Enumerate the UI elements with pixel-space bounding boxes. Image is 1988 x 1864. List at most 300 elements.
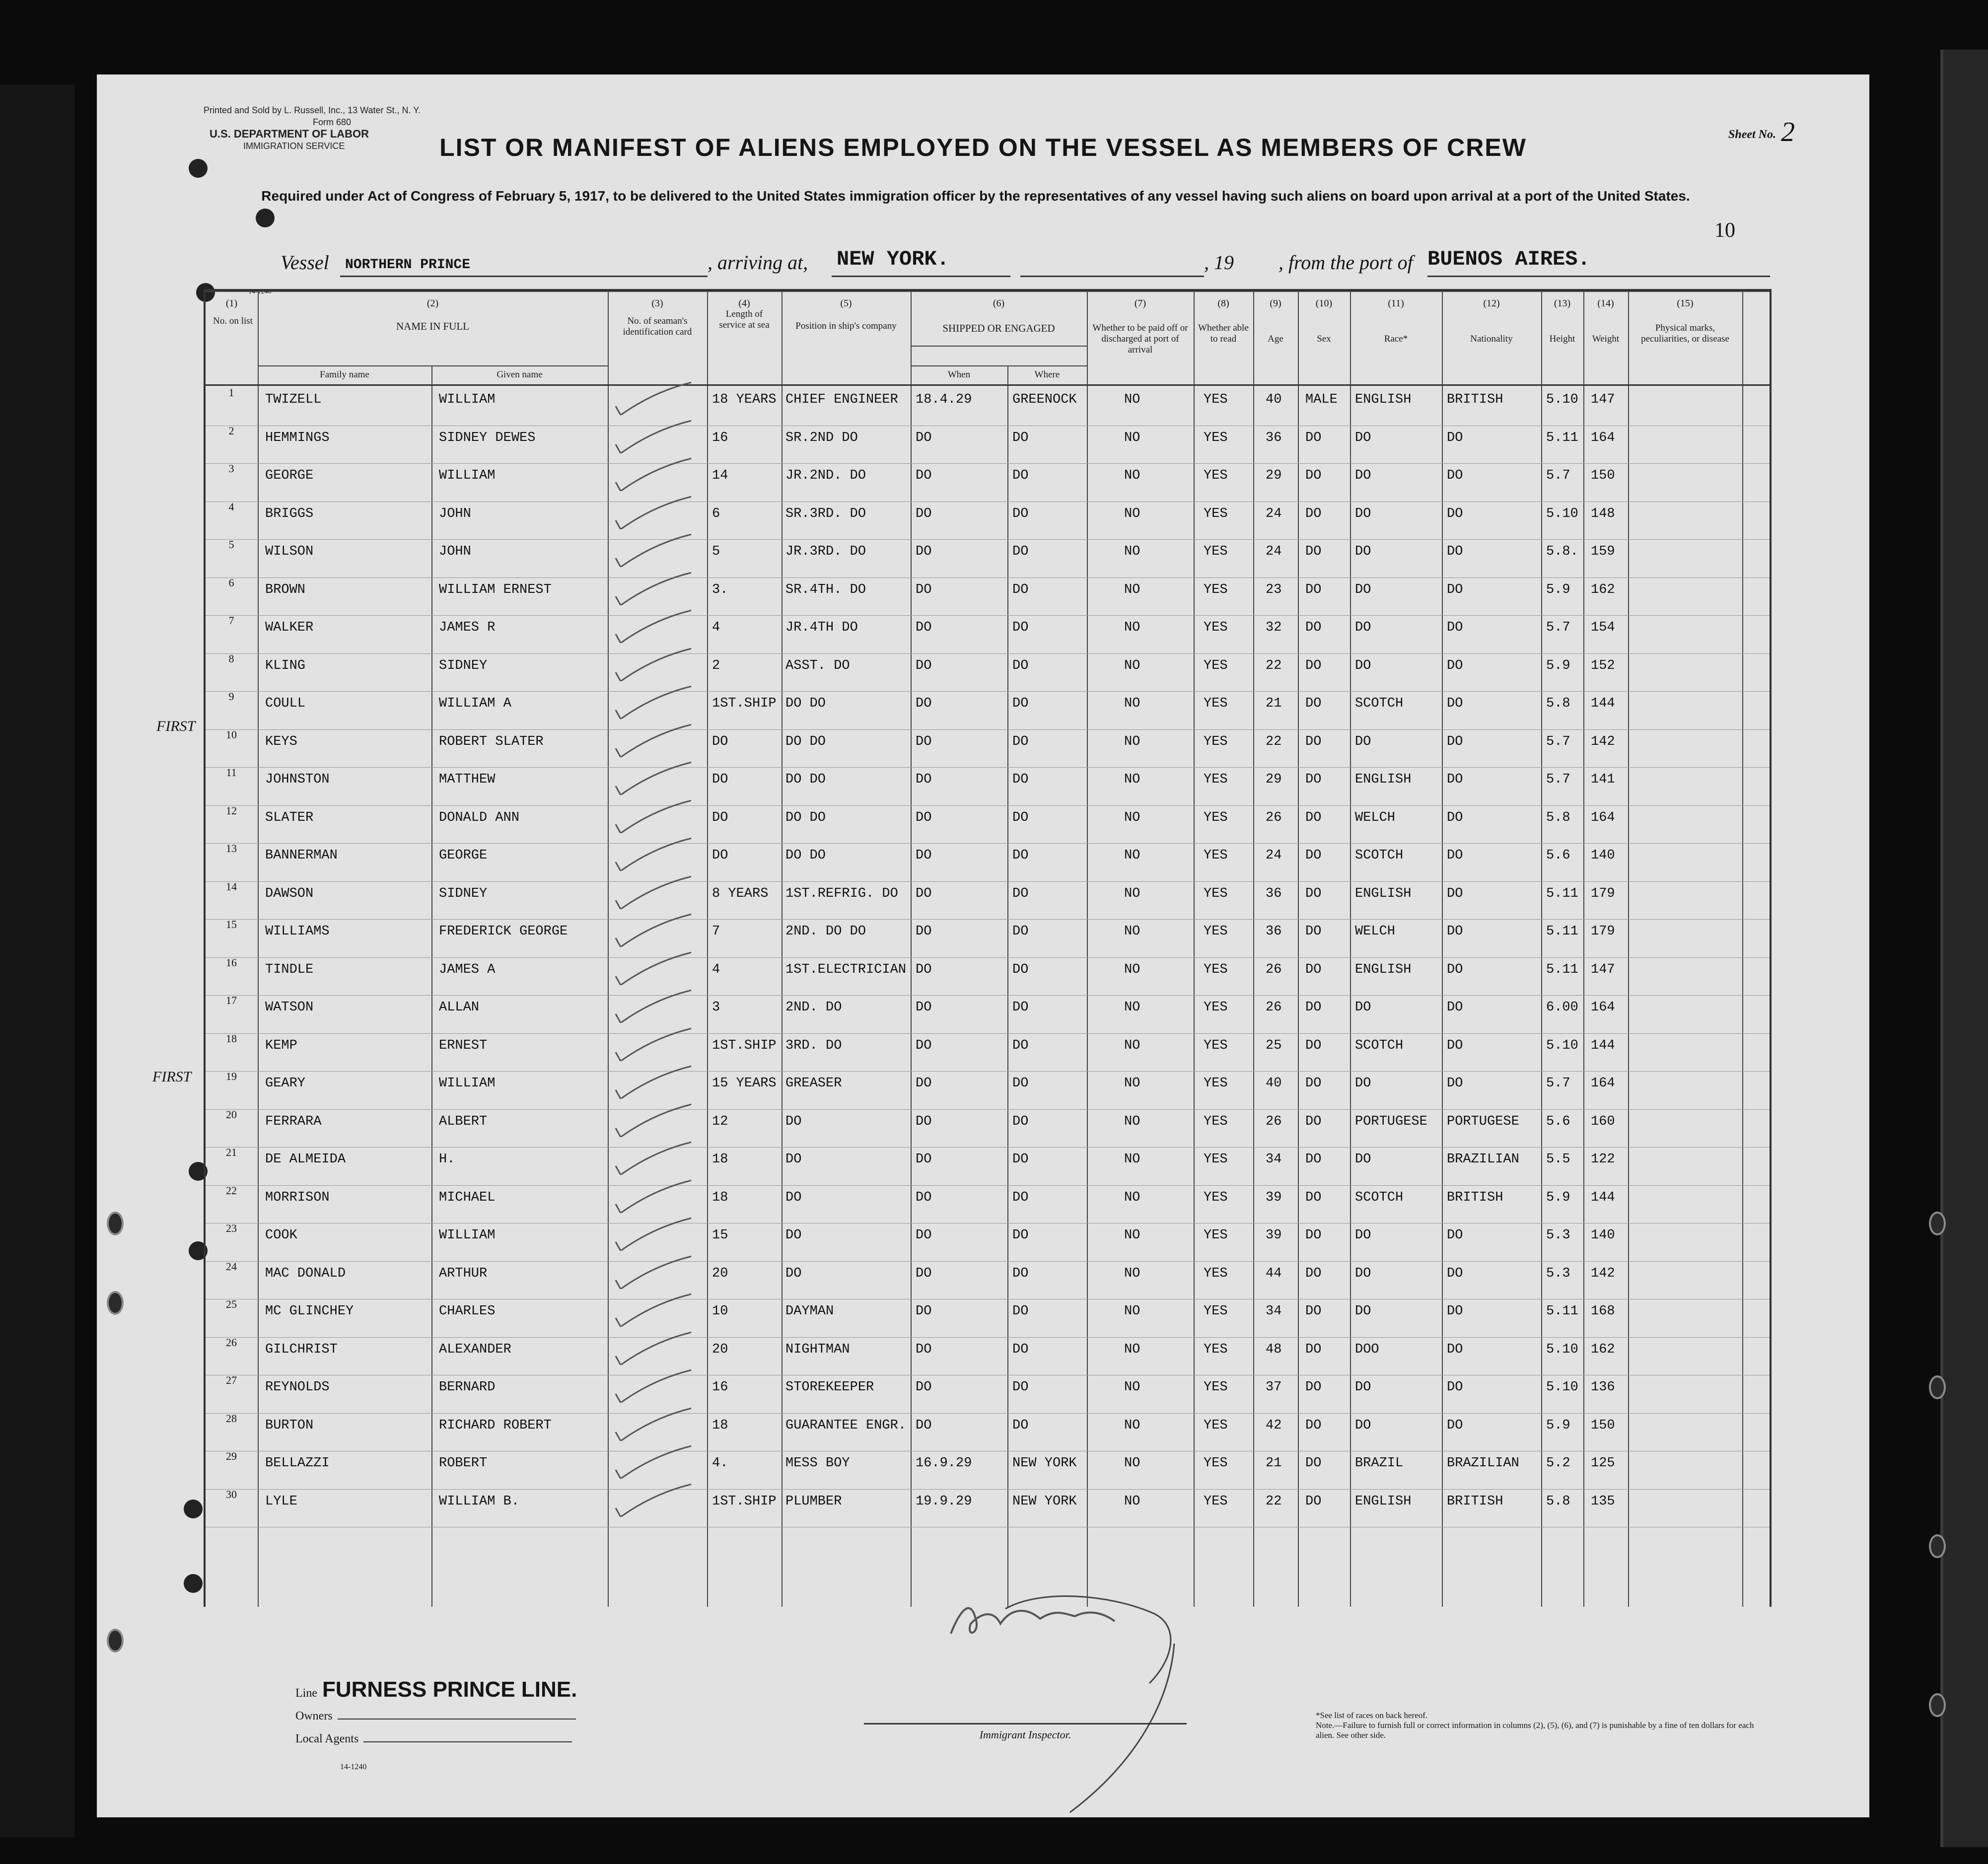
punch-hole [184, 1500, 203, 1518]
nationality: DO [1447, 1000, 1463, 1015]
race: DO [1355, 506, 1371, 521]
family-name: WALKER [265, 620, 314, 635]
age: 44 [1266, 1266, 1282, 1281]
able-to-read: YES [1204, 1000, 1228, 1015]
check-mark [612, 1444, 691, 1479]
shipped-where: DO [1012, 1380, 1029, 1395]
family-name: GILCHRIST [265, 1342, 338, 1357]
length-of-service: 6 [712, 506, 720, 521]
line-value: FURNESS PRINCE LINE. [322, 1677, 577, 1702]
paid-off: NO [1124, 1114, 1140, 1129]
col7-number: (7) [1134, 298, 1146, 309]
shipped-when: DO [916, 544, 932, 559]
family-name: JOHNSTON [265, 772, 330, 787]
shipped-where: DO [1012, 658, 1029, 673]
form-code-bottom: 14-1240 [340, 1763, 367, 1771]
sex: DO [1305, 1152, 1322, 1167]
margin-note-first: FIRST [152, 1069, 192, 1085]
shipped-where: DO [1012, 886, 1029, 901]
row-rule [206, 1185, 1770, 1186]
col3-number: (3) [651, 298, 663, 309]
row-rule [206, 615, 1770, 616]
shipped-when: DO [916, 506, 932, 521]
height: 5.10 [1546, 506, 1578, 521]
sex: DO [1305, 962, 1322, 977]
check-mark [612, 874, 691, 909]
length-of-service: 1ST.SHIP [712, 1038, 777, 1053]
year-label: , 19 [1204, 251, 1234, 274]
paid-off: NO [1124, 1076, 1140, 1091]
position: GUARANTEE ENGR. [785, 1418, 907, 1433]
position: NIGHTMAN [785, 1342, 850, 1357]
corner-number: 10 [1714, 219, 1735, 242]
row-rule [206, 843, 1770, 844]
col7-header: Whether to be paid off or discharged at port of arrival [1092, 323, 1188, 355]
race: DO [1355, 1304, 1371, 1319]
sex: DO [1305, 1342, 1322, 1357]
race: WELCH [1355, 810, 1396, 825]
shipped-when: DO [916, 468, 932, 483]
row-rule [206, 463, 1770, 464]
row-number: 29 [226, 1450, 237, 1462]
race: DO [1355, 1380, 1371, 1395]
given-name: ROBERT [439, 1456, 488, 1471]
row-rule [206, 1261, 1770, 1262]
family-name: MAC DONALD [265, 1266, 346, 1281]
nationality: DO [1447, 468, 1463, 483]
weight: 140 [1591, 1228, 1615, 1243]
sex: DO [1305, 468, 1322, 483]
age: 48 [1266, 1342, 1282, 1357]
weight: 147 [1591, 392, 1615, 407]
row-number: 23 [226, 1222, 237, 1234]
weight: 136 [1591, 1380, 1615, 1395]
height: 5.7 [1546, 772, 1570, 787]
length-of-service: 20 [712, 1266, 728, 1281]
age: 21 [1266, 696, 1282, 711]
shipped-where: DO [1012, 1304, 1029, 1319]
shipped-when: DO [916, 1228, 932, 1243]
check-mark [612, 684, 691, 719]
check-mark [612, 950, 691, 985]
paid-off: NO [1124, 696, 1140, 711]
family-name: KLING [265, 658, 306, 673]
race: WELCH [1355, 924, 1396, 939]
race: DO [1355, 1076, 1371, 1091]
position: DO DO [785, 696, 826, 711]
length-of-service: DO [712, 734, 728, 749]
position: DO [785, 1228, 802, 1243]
shipped-where: DO [1012, 734, 1029, 749]
shipped-when: 16.9.29 [916, 1456, 972, 1471]
col6-header: SHIPPED OR ENGAGED [942, 322, 1055, 334]
binder-ring [1929, 1534, 1946, 1558]
left-binder-edge [0, 84, 74, 1837]
row-rule [206, 1489, 1770, 1490]
length-of-service: 4 [712, 620, 720, 635]
printer-line: Printed and Sold by L. Russell, Inc., 13 Water St., N. Y. [204, 105, 421, 115]
binder-ring [107, 1291, 124, 1315]
check-mark [612, 380, 691, 415]
length-of-service: 1ST.SHIP [712, 1494, 777, 1509]
able-to-read: YES [1204, 1456, 1228, 1471]
race: SCOTCH [1355, 696, 1404, 711]
shipped-when: DO [916, 1000, 932, 1015]
weight: 179 [1591, 924, 1615, 939]
department-name: U.S. DEPARTMENT OF LABOR [210, 128, 369, 140]
age: 40 [1266, 1076, 1282, 1091]
binder-ring [1929, 1212, 1946, 1235]
able-to-read: YES [1204, 1076, 1228, 1091]
length-of-service: 18 YEARS [712, 392, 777, 407]
race: ENGLISH [1355, 886, 1412, 901]
shipped-where: DO [1012, 1190, 1029, 1205]
family-name: WATSON [265, 1000, 314, 1015]
form-code-top: 14-1240 [248, 288, 272, 295]
weight: 179 [1591, 886, 1615, 901]
paid-off: NO [1124, 1342, 1140, 1357]
sex: DO [1305, 1114, 1322, 1129]
col11-header: Race* [1384, 334, 1408, 344]
local-agents-label: Local Agents [295, 1732, 359, 1745]
row-rule [206, 691, 1770, 692]
shipped-where: DO [1012, 620, 1029, 635]
row-rule [206, 729, 1770, 730]
position: DO [785, 1114, 802, 1129]
length-of-service: 2 [712, 658, 720, 673]
paid-off: NO [1124, 1038, 1140, 1053]
weight: 164 [1591, 1000, 1615, 1015]
paid-off: NO [1124, 1228, 1140, 1243]
where-header: Where [1034, 369, 1060, 380]
col2-number: (2) [426, 298, 439, 309]
sex: DO [1305, 924, 1322, 939]
family-name: DAWSON [265, 886, 314, 901]
given-name: WILLIAM [439, 1228, 496, 1243]
right-adjacent-page-edge [1940, 50, 1988, 1847]
weight: 140 [1591, 848, 1615, 863]
row-rule [206, 653, 1770, 654]
able-to-read: YES [1204, 1152, 1228, 1167]
length-of-service: DO [712, 848, 728, 863]
given-name-header: Given name [497, 369, 543, 380]
given-name: WILLIAM B. [439, 1494, 520, 1509]
able-to-read: YES [1204, 734, 1228, 749]
crew-table [204, 289, 1772, 1607]
nationality: DO [1447, 506, 1463, 521]
legal-requirement-text: Required under Act of Congress of February 5, 1917, to be delivered to the United States immigration officer by the representatives of any vessel having such aliens on board upon arrival at a port of the United States. [261, 188, 1690, 204]
given-name: WILLIAM ERNEST [439, 582, 552, 597]
nationality: DO [1447, 734, 1463, 749]
row-number: 15 [226, 918, 237, 931]
row-number: 12 [226, 804, 237, 817]
race: PORTUGESE [1355, 1114, 1427, 1129]
height: 5.2 [1546, 1456, 1570, 1471]
nationality: DO [1447, 810, 1463, 825]
when-header: When [947, 369, 971, 380]
paid-off: NO [1124, 1000, 1140, 1015]
sex: DO [1305, 886, 1322, 901]
shipped-where: GREENOCK [1012, 392, 1077, 407]
check-mark [612, 760, 691, 795]
vessel-label: Vessel [281, 251, 329, 274]
given-name: WILLIAM [439, 392, 496, 407]
row-number: 22 [226, 1184, 237, 1197]
length-of-service: 15 [712, 1228, 728, 1243]
shipped-where: DO [1012, 1228, 1029, 1243]
row-number: 7 [228, 614, 234, 627]
paid-off: NO [1124, 1152, 1140, 1167]
check-mark [612, 1064, 691, 1099]
binder-ring [107, 1629, 124, 1652]
paid-off: NO [1124, 848, 1140, 863]
line-label: Line [295, 1687, 317, 1700]
family-name: DE ALMEIDA [265, 1152, 346, 1167]
col15-number: (15) [1677, 298, 1694, 309]
row-number: 13 [226, 842, 237, 855]
position: DO DO [785, 772, 826, 787]
family-name: LYLE [265, 1494, 297, 1509]
shipped-where: DO [1012, 962, 1029, 977]
family-name: MC GLINCHEY [265, 1304, 354, 1319]
weight: 141 [1591, 772, 1615, 787]
able-to-read: YES [1204, 1190, 1228, 1205]
date-underline [1020, 276, 1204, 277]
race: DOO [1355, 1342, 1379, 1357]
row-number: 26 [226, 1336, 237, 1349]
shipped-when: DO [916, 658, 932, 673]
race: ENGLISH [1355, 772, 1412, 787]
family-name: SLATER [265, 810, 314, 825]
family-name: WILLIAMS [265, 924, 330, 939]
sex: DO [1305, 734, 1322, 749]
length-of-service: 3 [712, 1000, 720, 1015]
weight: 135 [1591, 1494, 1615, 1509]
age: 21 [1266, 1456, 1282, 1471]
paid-off: NO [1124, 392, 1140, 407]
able-to-read: YES [1204, 620, 1228, 635]
length-of-service: 16 [712, 430, 728, 445]
race: ENGLISH [1355, 1494, 1412, 1509]
length-of-service: 16 [712, 1380, 728, 1395]
sex: DO [1305, 544, 1322, 559]
row-number: 21 [226, 1146, 237, 1158]
shipped-where: DO [1012, 468, 1029, 483]
weight: 125 [1591, 1456, 1615, 1471]
paid-off: NO [1124, 1456, 1140, 1471]
row-number: 9 [228, 690, 234, 703]
nationality: DO [1447, 1418, 1463, 1433]
length-of-service: 10 [712, 1304, 728, 1319]
family-name: GEARY [265, 1076, 306, 1091]
height: 5.9 [1546, 658, 1570, 673]
shipped-where: DO [1012, 430, 1029, 445]
age: 22 [1266, 658, 1282, 673]
shipped-where: DO [1012, 506, 1029, 521]
given-name: SIDNEY DEWES [439, 430, 536, 445]
length-of-service: 15 YEARS [712, 1076, 777, 1091]
paid-off: NO [1124, 962, 1140, 977]
row-number: 27 [226, 1374, 237, 1386]
given-name: ALEXANDER [439, 1342, 511, 1357]
sex: DO [1305, 1304, 1322, 1319]
race: DO [1355, 1418, 1371, 1433]
position: DO [785, 1190, 802, 1205]
sex: DO [1305, 1076, 1322, 1091]
nationality: DO [1447, 696, 1463, 711]
row-rule [206, 919, 1770, 920]
check-mark [612, 1482, 691, 1517]
check-mark [612, 1292, 691, 1327]
position: 2ND. DO [785, 1000, 842, 1015]
family-name: BROWN [265, 582, 306, 597]
weight: 144 [1591, 1190, 1615, 1205]
position: MESS BOY [785, 1456, 850, 1471]
paid-off: NO [1124, 1380, 1140, 1395]
col14-number: (14) [1597, 298, 1614, 309]
sex: MALE [1305, 392, 1338, 407]
row-number: 4 [228, 500, 234, 513]
check-mark [612, 1178, 691, 1213]
given-name: MICHAEL [439, 1190, 496, 1205]
given-name: CHARLES [439, 1304, 496, 1319]
check-mark [612, 798, 691, 833]
family-name: WILSON [265, 544, 314, 559]
sex: DO [1305, 1038, 1322, 1053]
age: 29 [1266, 468, 1282, 483]
nationality: DO [1447, 1380, 1463, 1395]
weight: 148 [1591, 506, 1615, 521]
check-mark [612, 646, 691, 681]
sex: DO [1305, 1494, 1322, 1509]
shipped-when: 19.9.29 [916, 1494, 972, 1509]
shipped-when: DO [916, 582, 932, 597]
paid-off: NO [1124, 1304, 1140, 1319]
footnote-penalty: Note.—Failure to furnish full or correct information in columns (2), (5), (6), and (7) is punishable by a fine of ten dollars for each alien. See other side. [1316, 1721, 1754, 1740]
age: 34 [1266, 1304, 1282, 1319]
shipped-when: DO [916, 886, 932, 901]
weight: 150 [1591, 468, 1615, 483]
height: 5.10 [1546, 1038, 1578, 1053]
shipped-where: NEW YORK [1012, 1494, 1077, 1509]
height: 5.8 [1546, 696, 1570, 711]
able-to-read: YES [1204, 1228, 1228, 1243]
family-name: MORRISON [265, 1190, 330, 1205]
position: JR.4TH DO [785, 620, 858, 635]
check-mark [612, 836, 691, 871]
position: DO DO [785, 734, 826, 749]
weight: 152 [1591, 658, 1615, 673]
position: CHIEF ENGINEER [785, 392, 898, 407]
able-to-read: YES [1204, 392, 1228, 407]
age: 39 [1266, 1228, 1282, 1243]
length-of-service: 8 YEARS [712, 886, 769, 901]
col10-number: (10) [1315, 298, 1333, 309]
position: PLUMBER [785, 1494, 842, 1509]
row-number: 10 [226, 728, 237, 741]
from-port-label: , from the port of [1278, 251, 1413, 274]
height: 5.7 [1546, 1076, 1570, 1091]
col5-header: Position in ship's company [795, 321, 897, 331]
sex: DO [1305, 696, 1322, 711]
col9-number: (9) [1270, 298, 1281, 309]
nationality: DO [1447, 1342, 1463, 1357]
given-name: ARTHUR [439, 1266, 488, 1281]
shipped-when: DO [916, 1190, 932, 1205]
length-of-service: 4. [712, 1456, 728, 1471]
row-number: 3 [228, 462, 234, 475]
position: DO [785, 1266, 802, 1281]
sex: DO [1305, 506, 1322, 521]
height: 5.11 [1546, 962, 1578, 977]
paid-off: NO [1124, 1418, 1140, 1433]
footnote-races: *See list of races on back hereof. [1316, 1711, 1428, 1720]
check-mark [612, 1254, 691, 1289]
col8-number: (8) [1217, 298, 1229, 309]
family-name: TINDLE [265, 962, 314, 977]
shipped-when: DO [916, 1342, 932, 1357]
given-name: ALLAN [439, 1000, 480, 1015]
nationality: DO [1447, 658, 1463, 673]
race: DO [1355, 658, 1371, 673]
shipped-when: DO [916, 734, 932, 749]
arrival-port: NEW YORK. [837, 247, 949, 271]
row-rule [206, 881, 1770, 882]
departure-underline [1427, 276, 1770, 277]
nationality: BRITISH [1447, 392, 1503, 407]
sex: DO [1305, 582, 1322, 597]
row-number: 8 [228, 652, 234, 665]
age: 23 [1266, 582, 1282, 597]
given-name: WILLIAM [439, 468, 496, 483]
nationality: BRITISH [1447, 1190, 1503, 1205]
given-name: JAMES A [439, 962, 496, 977]
shipped-when: DO [916, 1038, 932, 1053]
shipped-when: DO [916, 620, 932, 635]
age: 32 [1266, 620, 1282, 635]
check-mark [612, 1216, 691, 1251]
given-name: FREDERICK GEORGE [439, 924, 568, 939]
length-of-service: 4 [712, 962, 720, 977]
age: 36 [1266, 886, 1282, 901]
check-mark [612, 456, 691, 491]
paid-off: NO [1124, 1266, 1140, 1281]
length-of-service: 18 [712, 1152, 728, 1167]
able-to-read: YES [1204, 1266, 1228, 1281]
arrival-underline [832, 276, 1010, 277]
sex: DO [1305, 1266, 1322, 1281]
nationality: DO [1447, 620, 1463, 635]
weight: 164 [1591, 430, 1615, 445]
family-name: COULL [265, 696, 306, 711]
punch-hole [184, 1574, 203, 1593]
nationality: DO [1447, 544, 1463, 559]
col9-header: Age [1268, 334, 1283, 344]
shipped-when: DO [916, 810, 932, 825]
paid-off: NO [1124, 1494, 1140, 1509]
position: DO [785, 1152, 802, 1167]
length-of-service: 7 [712, 924, 720, 939]
paid-off: NO [1124, 468, 1140, 483]
row-number: 17 [226, 994, 237, 1006]
shipped-where: DO [1012, 1038, 1029, 1053]
col11-number: (11) [1388, 298, 1404, 309]
age: 24 [1266, 848, 1282, 863]
paid-off: NO [1124, 620, 1140, 635]
height: 5.7 [1546, 620, 1570, 635]
family-name: GEORGE [265, 468, 314, 483]
sex: DO [1305, 1190, 1322, 1205]
